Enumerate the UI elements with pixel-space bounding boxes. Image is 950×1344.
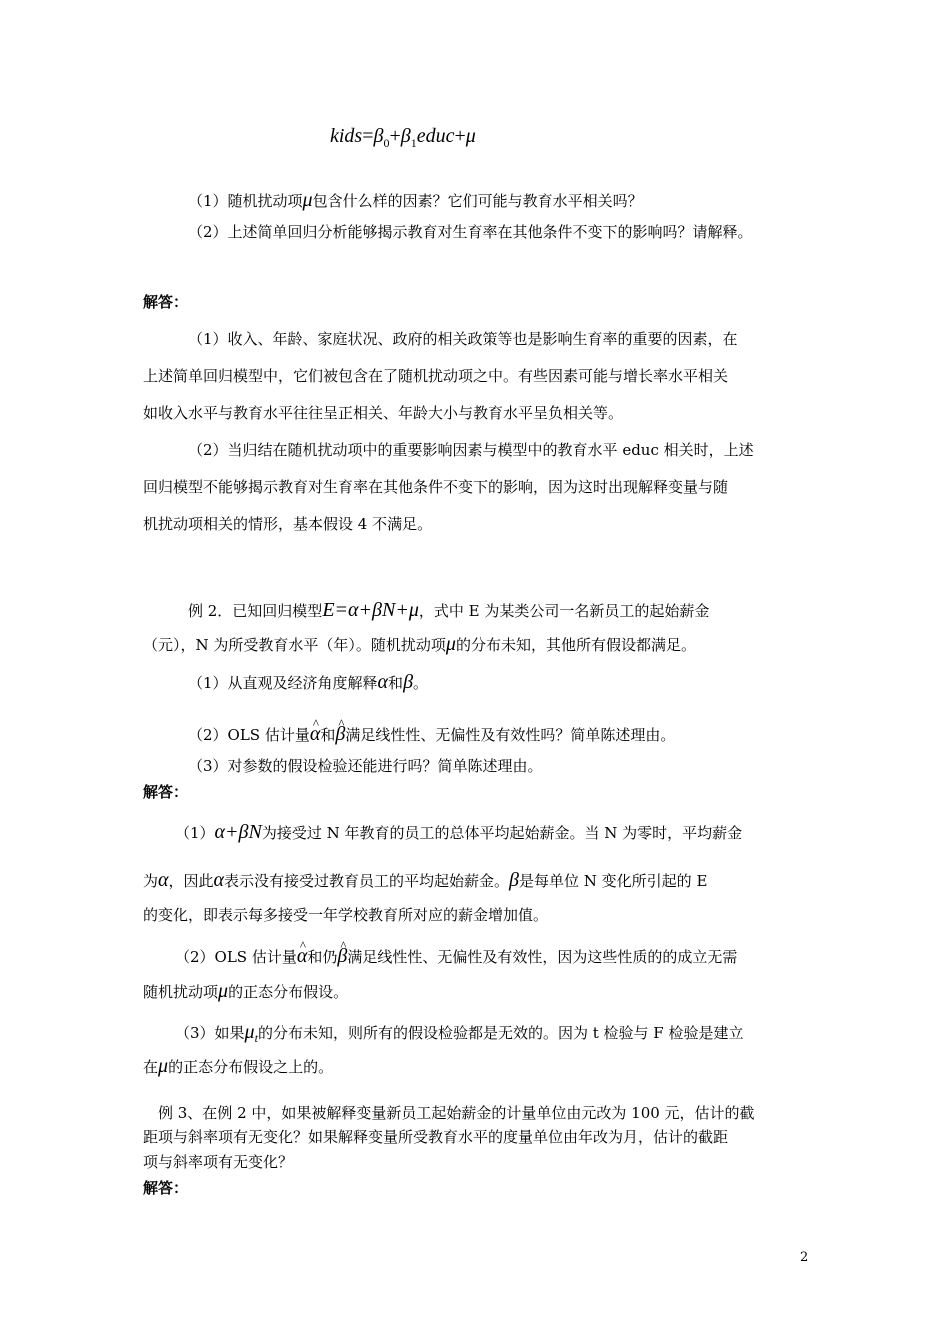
ex2-answer-2-line-2: 随机扰动项μ的正态分布假设。 (143, 980, 349, 1002)
ex3-line-1: 例 3、在例 2 中，如果被解释变量新员工起始薪金的计量单位由元改为 100 元，估计的截 (158, 1104, 755, 1122)
regression-equation: $kids=\beta_0+\beta_1educ+\mu$ (330, 125, 476, 150)
ex3-line-3: 项与斜率项有无变化？ (143, 1153, 294, 1171)
ex2-question-2: （2）OLS 估计量^ α和^ β满足线性性、无偏性及有效性吗？简单陈述理由。 (188, 724, 675, 745)
ex1-question-2: （2）上述简单回归分析能够揭示教育对生育率在其他条件不变下的影响吗？请解释。 (188, 223, 753, 241)
ex3-answer-heading: 解答： (143, 1179, 189, 1197)
ex3-line-2: 距项与斜率项有无变化？如果解释变量所受教育水平的度量单位由年改为月，估计的截距 (143, 1128, 729, 1146)
ex2-answer-1-line-3: 的变化，即表示每多接受一年学校教育所对应的薪金增加值。 (143, 906, 549, 924)
ex1-answer-2-line-1: （2）当归结在随机扰动项中的重要影响因素与模型中的教育水平 educ 相关时，上述 (188, 441, 754, 459)
ex2-answer-1-line-1: （1）α+βN为接受过 N 年教育的员工的总体平均起始薪金。当 N 为零时，平均薪金 (175, 821, 743, 843)
page-number: 2 (800, 1250, 809, 1265)
ex1-answer-2-line-2: 回归模型不能够揭示教育对生育率在其他条件不变下的影响，因为这时出现解释变量与随 (143, 478, 729, 496)
ex1-question-1: （1）随机扰动项μ包含什么样的因素？它们可能与教育水平相关吗？ (188, 189, 643, 211)
ex2-intro-line-2: （元），N 为所受教育水平（年）。随机扰动项μ的分布未知，其他所有假设都满足。 (143, 633, 696, 655)
ex2-answer-2-line-1: （2）OLS 估计量^ α和仍^ β满足线性性、无偏性及有效性，因为这些性质的的成立无需 (175, 946, 737, 967)
ex1-answer-1-line-3: 如收入水平与教育水平往往呈正相关、年龄大小与教育水平呈负相关等。 (143, 404, 624, 422)
ex1-answer-heading: 解答： (143, 293, 189, 311)
ex2-answer-3-line-1: （3）如果$\mu_t$的分布未知，则所有的假设检验都是无效的。因为 t 检验与 F 检验是建立 (175, 1021, 744, 1045)
ex2-intro-line-1: 例 2．已知回归模型E=α+βN+μ，式中 E 为某类公司一名新员工的起始薪金 (188, 599, 710, 621)
ex2-answer-3-line-2: 在μ的正态分布假设之上的。 (143, 1055, 334, 1077)
ex1-answer-1-line-2: 上述简单回归模型中，它们被包含在了随机扰动项之中。有些因素可能与增长率水平相关 (143, 367, 729, 385)
ex2-answer-1-line-2: 为α，因此α表示没有接受过教育员工的平均起始薪金。β是每单位 N 变化所引起的 E (143, 869, 708, 891)
ex1-answer-2-line-3: 机扰动项相关的情形，基本假设 4 不满足。 (143, 515, 433, 533)
ex1-answer-1-line-1: （1）收入、年龄、家庭状况、政府的相关政策等也是影响生育率的重要的因素，在 (188, 330, 738, 348)
ex2-answer-heading: 解答： (143, 783, 189, 801)
ex2-question-3: （3）对参数的假设检验还能进行吗？简单陈述理由。 (188, 757, 543, 775)
ex2-question-1: （1）从直观及经济角度解释α和β。 (188, 671, 429, 693)
